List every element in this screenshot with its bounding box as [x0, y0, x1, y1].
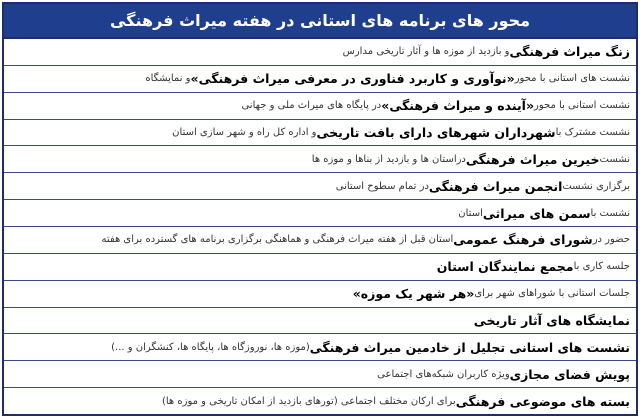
row-text: برگزاری نشست: [562, 180, 630, 192]
row-text: ویژه کاربران شبکه‌های اجتماعی: [377, 368, 510, 380]
table-row: [4, 307, 636, 334]
row-text: برای ارکان مختلف اجتماعی (تورهای بازدید از امکان تاریخی و موزه ها): [161, 395, 456, 407]
program-table: [2, 2, 638, 416]
table-row: [4, 92, 636, 119]
row-text: استان قبل از هفته میراث فرهنگی و هماهنگی برگزاری برنامه های گسترده برای هفته: [101, 234, 454, 246]
row-text: (موزه ها، نوروزگاه ها، پایگاه ها، کنشگران و ...): [111, 341, 310, 353]
row-highlight-text: زنگ میراث فرهنگی: [509, 44, 630, 60]
table-rows: [4, 39, 636, 414]
row-text: جلسه کاری با: [573, 261, 630, 273]
row-highlight-text: شورای فرهنگ عمومی: [453, 232, 593, 248]
row-highlight-text: انجمن میراث فرهنگی: [428, 178, 563, 194]
row-text: در تمام سطوح استانی: [335, 180, 429, 192]
table-row: [4, 172, 636, 199]
table-row: [4, 280, 636, 307]
row-highlight-text: خیرین میراث فرهنگی: [465, 151, 600, 167]
table-row: [4, 65, 636, 92]
row-highlight-text: «هر شهر یک موزه»: [352, 286, 475, 302]
row-text: حضور در: [592, 234, 630, 246]
row-text: نشست استانی با محور: [534, 100, 630, 112]
row-highlight-text: «آینده و میراث فرهنگی»: [381, 98, 535, 114]
row-highlight-text: «نوآوری و کاربرد فناوری در معرفی میراث فرهنگی»: [190, 71, 515, 87]
table-title: محور های برنامه های استانی در هفته میراث فرهنگی: [4, 4, 636, 39]
row-highlight-text: نشست های استانی تجلیل از خادمین میراث فرهنگی: [309, 339, 630, 355]
row-text: و نمایشگاه: [145, 73, 191, 85]
table-row: [4, 119, 636, 146]
table-row: [4, 253, 636, 280]
row-highlight-text: سمن های میراثی: [482, 205, 591, 221]
row-text: نشست مشترک با: [555, 127, 630, 138]
row-highlight-text: پویش فضای مجازی: [509, 366, 630, 382]
table-row: [4, 333, 636, 360]
row-text: استان: [458, 207, 483, 219]
row-highlight-text: مجمع نمایندگان استان: [436, 259, 574, 275]
row-highlight-text: شهرداران شهرهای دارای بافت تاریخی: [316, 125, 556, 140]
row-text: و اداره کل راه و شهر سازی استان: [172, 127, 317, 138]
table-row: [4, 39, 636, 65]
row-text: نشست های استانی با محور: [514, 73, 630, 85]
row-text: نشست: [599, 153, 630, 165]
table-row: [4, 145, 636, 172]
row-text: جلسات استانی با شوراهای شهر برای: [474, 288, 630, 300]
row-highlight-text: بسته های موضوعی فرهنگی: [455, 393, 630, 409]
row-text: در پایگاه های میراث ملی و جهانی: [241, 100, 382, 112]
row-text: نشست با: [590, 207, 630, 219]
row-text: دراستان ها و بازدید از بناها و موزه ها: [311, 153, 466, 165]
row-highlight-text: نمایشگاه های آثار تاریخی: [473, 313, 630, 329]
table-row: [4, 387, 636, 414]
table-row: [4, 360, 636, 387]
row-text: و بازدید از موزه ها و آثار تاریخی مدارس: [342, 46, 510, 58]
table-row: [4, 199, 636, 226]
table-row: [4, 226, 636, 253]
